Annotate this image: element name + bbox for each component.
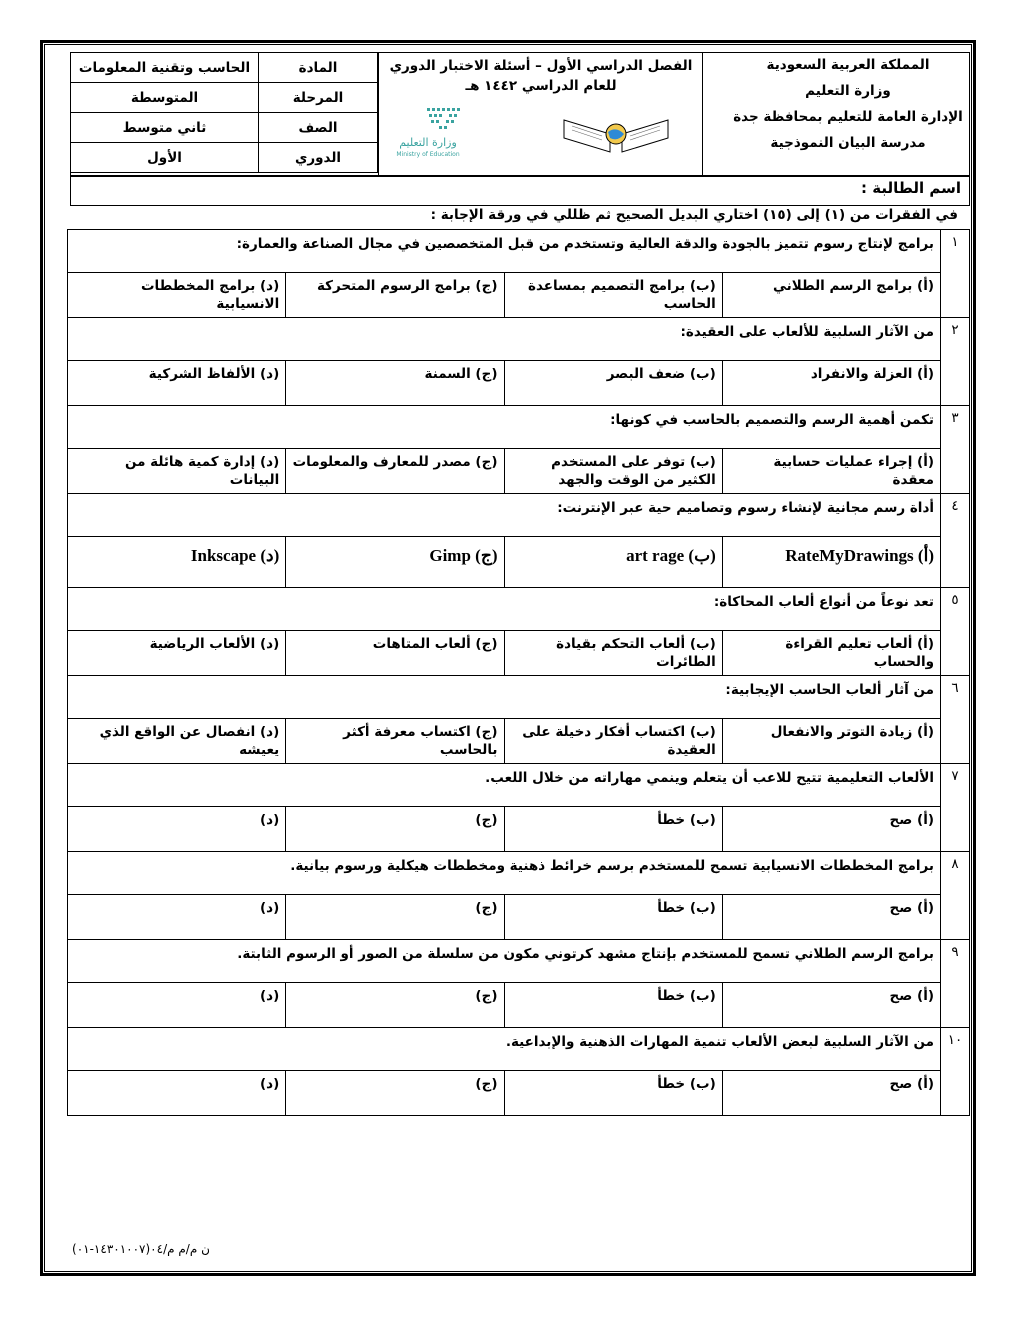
- answer-option[interactable]: (أ) إجراء عمليات حسابية معقدة: [722, 449, 940, 494]
- answer-option[interactable]: (ب) برامج التصميم بمساعدة الحاسب: [504, 273, 722, 318]
- footer-code: ن م/م م/٠٤(١٤٣٠١٠٠٧-٠١): [72, 1242, 210, 1256]
- question-number: ٤: [941, 494, 970, 588]
- question-number: ٣: [941, 406, 970, 494]
- answer-option[interactable]: (ب) ألعاب التحكم بقيادة الطائرات: [504, 631, 722, 676]
- options-row: [68, 361, 970, 406]
- school-logo: [562, 112, 670, 158]
- answer-option[interactable]: (ب) اكتساب أفكار دخيلة على العقيدة: [504, 719, 722, 764]
- options-row: [68, 1071, 970, 1116]
- answer-option[interactable]: (د): [68, 895, 286, 940]
- options-row: [68, 449, 970, 494]
- answer-option[interactable]: (ج) اكتساب معرفة أكثر بالحاسب: [286, 719, 504, 764]
- answer-option[interactable]: (أ) صح: [722, 807, 940, 852]
- question-text: من الآثار السلبية للألعاب على العقيدة:: [68, 318, 941, 361]
- question-number: ٨: [941, 852, 970, 940]
- answer-option[interactable]: (د) انفصال عن الواقع الذي يعيشه: [68, 719, 286, 764]
- answer-option[interactable]: (ب) خطأ: [504, 807, 722, 852]
- info-value: ثاني متوسط: [71, 113, 259, 143]
- question-text: برامج الرسم الطلاني تسمح للمستخدم بإنتاج مشهد كرتوني مكون من سلسلة من الصور أو الرسوم الثابتة.: [68, 940, 941, 983]
- moe-logo-text: وزارة التعليم: [399, 136, 457, 149]
- answer-option[interactable]: (ج) مصدر للمعارف والمعلومات: [286, 449, 504, 494]
- question-text: برامج لإنتاج رسوم تتميز بالجودة والدقة العالية وتستخدم من قبل المتخصصين في مجال الصناعة والعمارة:: [68, 230, 941, 273]
- moe-logo-mark-icon: [393, 104, 493, 136]
- question-row: [68, 230, 970, 273]
- exam-year-line: للعام الدراسي ١٤٤٢ هـ: [465, 78, 617, 94]
- answer-option[interactable]: (أ) صح: [722, 1071, 940, 1116]
- answer-option[interactable]: (أ) صح: [722, 983, 940, 1028]
- question-text: تعد نوعاً من أنواع ألعاب المحاكاة:: [68, 588, 941, 631]
- book-globe-icon: [562, 112, 670, 158]
- answer-option[interactable]: (ج): [286, 807, 504, 852]
- moe-logo-en: Ministry of Education: [396, 151, 460, 158]
- exam-title: [380, 56, 702, 96]
- answer-option[interactable]: (ج): [286, 895, 504, 940]
- question-row: [68, 494, 970, 537]
- answer-option[interactable]: (ج): [286, 983, 504, 1028]
- school-block: [728, 52, 968, 156]
- answer-option[interactable]: (أ) برامج الرسم الطلاني: [722, 273, 940, 318]
- question-row: [68, 318, 970, 361]
- question-text: برامج المخططات الانسيابية تسمح للمستخدم برسم خرائط ذهنية ومخططات هيكلية ورسوم بيانية.: [68, 852, 941, 895]
- answer-option[interactable]: (ج) برامج الرسوم المتحركة: [286, 273, 504, 318]
- question-row: [68, 764, 970, 807]
- answer-option[interactable]: (ب) خطأ: [504, 983, 722, 1028]
- header-divider: [702, 52, 703, 176]
- question-number: ٦: [941, 676, 970, 764]
- question-text: تكمن أهمية الرسم والتصميم بالحاسب في كونها:: [68, 406, 941, 449]
- question-text: من آثار ألعاب الحاسب الإيجابية:: [68, 676, 941, 719]
- questions-table: [67, 229, 970, 1116]
- question-number: ٩: [941, 940, 970, 1028]
- question-row: [68, 588, 970, 631]
- info-label: المرحلة: [259, 83, 378, 113]
- answer-option[interactable]: (ب) توفر على المستخدم الكثير من الوقت والجهد: [504, 449, 722, 494]
- options-row: [68, 273, 970, 318]
- question-row: [68, 676, 970, 719]
- answer-option[interactable]: art rage (ب): [504, 537, 722, 588]
- answer-option[interactable]: (د) الألفاظ الشركية: [68, 361, 286, 406]
- answer-option[interactable]: (د) إدارة كمية هائلة من البيانات: [68, 449, 286, 494]
- answer-option[interactable]: (أ) صح: [722, 895, 940, 940]
- info-value: المتوسطة: [71, 83, 259, 113]
- info-label: الدوري: [259, 143, 378, 173]
- options-row: [68, 537, 970, 588]
- answer-option[interactable]: Gimp (ج): [286, 537, 504, 588]
- question-row: [68, 1028, 970, 1071]
- question-text: أداة رسم مجانية لإنشاء رسوم وتصاميم حية عبر الإنترنت:: [68, 494, 941, 537]
- question-number: ٢: [941, 318, 970, 406]
- answer-option[interactable]: (ج): [286, 1071, 504, 1116]
- answer-option[interactable]: (د) برامج المخططات الانسيابية: [68, 273, 286, 318]
- school-line: وزارة التعليم: [805, 83, 891, 99]
- student-name-label: اسم الطالبة :: [861, 179, 961, 197]
- answer-option[interactable]: (د): [68, 983, 286, 1028]
- info-label: المادة: [259, 53, 378, 83]
- answer-option[interactable]: (ج) ألعاب المتاهات: [286, 631, 504, 676]
- moe-logo: [393, 104, 493, 164]
- exam-title-line: الفصل الدراسي الأول – أسئلة الاختبار الدوري: [389, 58, 693, 74]
- school-line: مدرسة البيان النموذجية: [770, 135, 926, 151]
- school-line: الإدارة العامة للتعليم بمحافظة جدة: [733, 109, 963, 125]
- answer-option[interactable]: RateMyDrawings (أ): [722, 537, 940, 588]
- info-value: الحاسب وتقنية المعلومات: [71, 53, 259, 83]
- question-row: [68, 852, 970, 895]
- exam-info-table: [70, 52, 378, 173]
- options-row: [68, 631, 970, 676]
- answer-option[interactable]: Inkscape (د): [68, 537, 286, 588]
- options-row: [68, 983, 970, 1028]
- instructions: في الفقرات من (١) إلى (١٥) اختاري البديل الصحيح ثم ظللي في ورقة الإجابة :: [430, 207, 958, 223]
- answer-option[interactable]: (ب) ضعف البصر: [504, 361, 722, 406]
- question-number: ٥: [941, 588, 970, 676]
- header-divider: [378, 52, 379, 176]
- question-row: [68, 406, 970, 449]
- options-row: [68, 719, 970, 764]
- question-number: ١: [941, 230, 970, 318]
- answer-option[interactable]: (د): [68, 807, 286, 852]
- options-row: [68, 807, 970, 852]
- student-name-field[interactable]: [70, 176, 970, 206]
- answer-option[interactable]: (أ) ألعاب تعليم القراءة والحساب: [722, 631, 940, 676]
- options-row: [68, 895, 970, 940]
- info-value: الأول: [71, 143, 259, 173]
- question-row: [68, 940, 970, 983]
- answer-option[interactable]: (د) الألعاب الرياضية: [68, 631, 286, 676]
- school-line: المملكة العربية السعودية: [766, 57, 930, 73]
- question-text: الألعاب التعليمية تتيح للاعب أن يتعلم وينمي مهاراته من خلال اللعب.: [68, 764, 941, 807]
- answer-option[interactable]: (أ) العزلة والانفراد: [722, 361, 940, 406]
- question-text: من الآثار السلبية لبعض الألعاب تنمية المهارات الذهنية والإبداعية.: [68, 1028, 941, 1071]
- answer-option[interactable]: (ب) خطأ: [504, 1071, 722, 1116]
- answer-option[interactable]: (ب) خطأ: [504, 895, 722, 940]
- info-label: الصف: [259, 113, 378, 143]
- question-number: ١٠: [941, 1028, 970, 1116]
- answer-option[interactable]: (أ) زيادة التوتر والانفعال: [722, 719, 940, 764]
- question-number: ٧: [941, 764, 970, 852]
- answer-option[interactable]: (د): [68, 1071, 286, 1116]
- answer-option[interactable]: (ج) السمنة: [286, 361, 504, 406]
